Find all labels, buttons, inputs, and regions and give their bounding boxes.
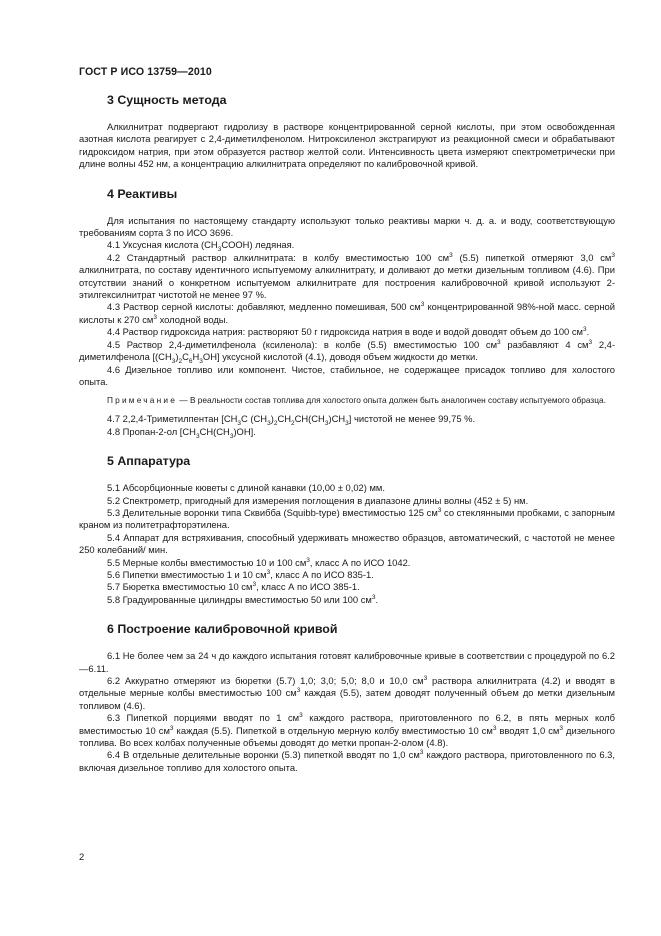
item-4-1: 4.1 Уксусная кислота $(CH_3COOH)$ ледяная. (107, 239, 295, 254)
item-4-8: 4.8 Пропан-2-ол $[CH_3CH(CH_3)OH]$. (107, 425, 256, 440)
item-5-4: 5.4 Аппарат для встряхивания, способный удерживать множество образцов, автоматический, с частотой не менее 250 колебаний/ мин. (79, 531, 615, 556)
item-5-1: 5.1 Абсорбционные кюветы с длиной канавки (10,00 ± 0,02) мм. (107, 482, 385, 494)
note-label: Примечание (107, 395, 178, 406)
item-6-4: 6.4 В отдельные делительные воронки (5.3) пипеткой вводят по 1,0 $см^3$ каждого раствора, приготовленного по 6.3, включая дизельное топливо для холостого опыта. (79, 749, 616, 773)
item-5-7: 5.7 Бюретка вместимостью 10 $см^3$, класс А по ИСО 385-1. (107, 581, 360, 593)
item-6-2: 6.2 Аккуратно отмеряют из бюретки (5.7) 1,0; 3,0; 5,0; 8,0 и 10,0 $см^3$ раствора алкилнитрата (4.2) и вводят в отдельные мерные колбы вместимостью 100 $см^3$ каждая (5.5), затем доводят полученный объем до метки дизельным топливом (4.6). (79, 674, 616, 711)
item-5-5: 5.5 Мерные колбы вместимостью 10 и 100 $см^3$, класс А по ИСО 1042. (107, 556, 411, 568)
page-number: 2 (79, 851, 85, 862)
page-content (79, 93, 615, 774)
item-5-6: 5.6 Пипетки вместимостью 1 и 10 $см^3$, класс А по ИСО 835-1. (107, 568, 374, 580)
item-6-3: 6.3 Пипеткой порциями вводят по 1 $см^3$ каждого раствора, приготовленного по 6.2, в пять мерных колб вместимостью 10 $см^3$ каждая (5.5). Пипеткой в отдельную мерную колбу вместимостью 10 $см^3$ вводят 1,0 $см^3$ дизельного топлива. Во всех колбах полученные объемы доводят до метки пропан-2-олом (4.8). (79, 712, 615, 749)
item-4-6: 4.6 Дизельное топливо или компонент. Чистое, стабильное, не содержащее присадок топливо для холостого опыта. (79, 363, 615, 387)
section-5-title: 5 Аппаратура (107, 454, 191, 469)
section-4-title: 4 Реактивы (107, 186, 178, 201)
item-4-2: 4.2 Стандартный раствор алкилнитрата: в колбу вместимостью 100 $см^3$ (5.5) пипеткой отмеряют 3,0 $см^3$ алкилнитрата, по составу идентичного испытуемому алкилнитрату, и доливают до метки дизельным топливом (4.6). При отсутствии знаний о конкретном испытуемом алкилнитрате для построения калибровочной кривой используют 2-этилгексилнитрат чистотой не менее 97 %. (79, 251, 615, 301)
document-header: ГОСТ Р ИСО 13759—2010 (79, 66, 212, 78)
note-text: — В реальности состав топлива для холостого опыта должен быть аналогичен составу испытуемого образца. (177, 395, 606, 406)
item-4-7: 4.7 2,2,4-Триметилпентан [$CH_3C$ $(CH_3)_2CH_2CH(CH_3)CH_3$] чистотой не менее 99,75 %. (107, 413, 476, 428)
section-3-title: 3 Сущность метода (107, 93, 227, 107)
item-5-8: 5.8 Градуированные цилиндры вместимостью 50 или 100 $см^3$. (107, 593, 379, 605)
item-6-1: 6.1 Не более чем за 24 ч до каждого испытания готовят калибровочные кривые в соответствии с процедурой по 6.2—6.11. (79, 650, 615, 674)
section-3-paragraph: Алкилнитрат подвергают гидролизу в растворе концентрированной серной кислоты, при этом освобожденная азотная кислота реагирует с 2,4-диметилфенолом. Нитроксиленол экстрагируют из реакционной смеси и обрабатывают гидроксидом натрия, при этом образуется раствор желтой соли. Интенсивность цвета измеряют спектрометрически при длине волны 452 нм, а концентрацию алкилнитрата определяют по калибровочной кривой. (79, 121, 615, 170)
section-6-title: 6 Построение калибровочной кривой (107, 622, 338, 637)
item-4-5: 4.5 Раствор 2,4-диметилфенола (ксиленола): в колбе (5.5) вместимостью 100 $см^3$ разбавляют 4 $см^3$ 2,4-диметилфенола $[(CH_3)_2C_6H_3OH]$ уксусной кислотой (4.1), доводя объем жидкости до метки. (79, 338, 615, 365)
item-4-3: 4.3 Раствор серной кислоты: добавляют, медленно помешивая, 500 $см^3$ концентрированной 98%-ной масс. серной кислоты к 270 $см^3$ холодной воды. (79, 301, 615, 325)
item-5-2: 5.2 Спектрометр, пригодный для измерения поглощения в диапазоне длины волны (452 ± 5) нм. (107, 494, 529, 506)
note (79, 395, 615, 406)
section-4-intro: Для испытания по настоящему стандарту используют только реактивы марки ч. д. а. и воду, соответствующую требованиям сорта 3 по ИСО 3696. (79, 214, 615, 239)
item-5-3: 5.3 Делительные воронки типа Сквибба (Squibb-type) вместимостью 125 $см^3$ со стеклянными пробками, с запорным краном из политетрафторэтилена. (79, 506, 615, 531)
item-4-4: 4.4 Раствор гидроксида натрия: растворяют 50 г гидроксида натрия в воде и водой доводят объем до 100 $см^3$. (107, 326, 590, 338)
